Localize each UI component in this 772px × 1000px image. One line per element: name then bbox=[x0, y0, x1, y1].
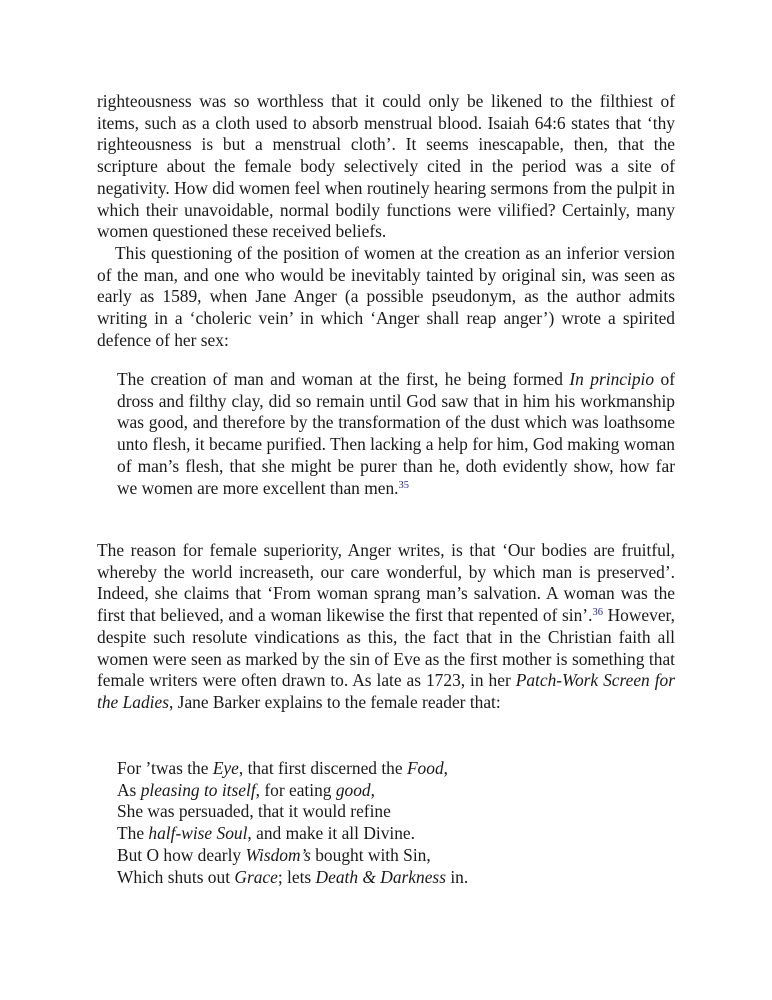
text-line: fact that in the Christian faith all women were seen as marked by the sin of bbox=[97, 626, 675, 669]
verse-text: But O how dearly bbox=[117, 844, 246, 865]
book-title: Patch-Work Screen for the Ladies bbox=[97, 670, 675, 712]
verse-line bbox=[117, 867, 677, 889]
text-line: that ‘thy righteousness is but a menstrual cloth’. It seems inescapable, then, bbox=[97, 112, 675, 155]
verse-line bbox=[117, 845, 677, 867]
text-line: of dross and filthy clay, did so remain until God saw that in him his bbox=[117, 369, 675, 411]
text-line: of items, such as a cloth used to absorb menstrual blood. Isaiah 64:6 states bbox=[97, 91, 675, 133]
text-line: The reason for female superiority, Anger writes, is that ‘Our bodies are bbox=[97, 540, 615, 560]
paragraph-2 bbox=[97, 243, 675, 352]
verse-text: , that first discerned the bbox=[238, 758, 407, 778]
body-text-2 bbox=[97, 540, 675, 714]
verse-text: For ’twas the bbox=[117, 758, 213, 778]
text-line: explains to the female reader that: bbox=[264, 691, 501, 712]
verse-text: , and make it all Divine. bbox=[247, 823, 416, 844]
text-line: from the pulpit in which their unavoidable, normal bodily functions were bbox=[97, 177, 675, 220]
paragraph-1 bbox=[97, 91, 675, 243]
text-line: version of the man, and one who would be inevitably tainted by original sin, bbox=[97, 242, 675, 285]
text-line: wrote a spirited defence of her sex: bbox=[97, 308, 675, 350]
text-line: was seen as early as 1589, when Jane Anger (a possible pseudonym, as the bbox=[97, 264, 675, 307]
verse-text: , bbox=[370, 779, 375, 800]
text-line: men. bbox=[364, 477, 399, 498]
verse-quote bbox=[117, 758, 677, 888]
verse-italic: Wisdom’s bbox=[245, 844, 311, 865]
verse-italic: Eye bbox=[212, 758, 239, 778]
verse-line bbox=[117, 758, 677, 780]
verse-line: She was persuaded, that it would refine bbox=[117, 801, 391, 822]
italic-phrase: In principio bbox=[569, 369, 655, 389]
verse-text: bought with Sin, bbox=[310, 844, 431, 865]
text-line: that the scripture about the female body selectively cited in the period was a bbox=[97, 134, 675, 177]
block-quote bbox=[117, 369, 675, 499]
verse-line bbox=[117, 780, 677, 802]
text-line: repented of sin’. bbox=[478, 605, 593, 626]
verse-italic: pleasing to itself bbox=[140, 779, 256, 800]
text-line: workmanship was good, and therefore by the transformation of the dust bbox=[117, 390, 675, 433]
text-line: site of negativity. How did women feel when routinely hearing sermons bbox=[97, 156, 675, 198]
verse-text: ; lets bbox=[277, 866, 316, 887]
footnote-marker[interactable]: 35 bbox=[398, 479, 410, 491]
footnote-marker[interactable]: 36 bbox=[592, 607, 603, 619]
quote-paragraph bbox=[117, 369, 675, 499]
text-line: for him, God making woman of man’s flesh, that she might be purer than bbox=[117, 434, 675, 476]
body-text bbox=[97, 91, 675, 351]
text-line: righteousness was so worthless that it could only be likened to the filthiest bbox=[97, 91, 653, 111]
text-line: to. As late as 1723, in her bbox=[330, 670, 516, 691]
verse-text: Which shuts out bbox=[117, 866, 235, 887]
verse-italic: good bbox=[335, 779, 371, 800]
text-line: vilified? Certainly, many women questioned these received beliefs. bbox=[97, 199, 675, 242]
verse-italic: Grace bbox=[234, 866, 278, 887]
text-line: , Jane Barker bbox=[168, 691, 261, 712]
verse-text: , bbox=[443, 758, 449, 778]
text-line: he, doth evidently show, how far we women are more excellent than bbox=[117, 455, 675, 498]
paragraph-3 bbox=[97, 540, 675, 714]
text-line: This questioning of the position of women at the creation as an inferior bbox=[115, 242, 619, 263]
verse-line bbox=[117, 823, 677, 845]
verse-text: The bbox=[117, 823, 149, 844]
text-line: which was loathsome unto flesh, it became purified. Then lacking a help bbox=[117, 412, 675, 455]
text-line: woman was the first that believed, and a woman likewise the first that bbox=[97, 583, 676, 626]
verse-text: in. bbox=[445, 866, 469, 887]
text-line: However, despite such resolute vindications as this, the bbox=[97, 605, 675, 647]
text-line: Eve as the first mother is something that female writers were often drawn bbox=[97, 648, 675, 691]
verse-text: , for eating bbox=[255, 779, 336, 800]
text-line: author admits writing in a ‘choleric vein’ in which ‘Anger shall reap anger’) bbox=[97, 286, 675, 329]
text-line: preserved’. Indeed, she claims that ‘From woman sprang man’s salvation. A bbox=[97, 561, 675, 604]
verse-italic: Death & Darkness bbox=[315, 866, 446, 887]
text-line: fruitful, whereby the world increaseth, our care wonderful, by which man is bbox=[97, 540, 675, 582]
verse-italic: half-wise Soul bbox=[148, 823, 248, 844]
verse-italic: Food bbox=[406, 758, 444, 778]
text-line: The creation of man and woman at the first, he being formed bbox=[117, 369, 570, 389]
verse-text: As bbox=[117, 779, 141, 800]
